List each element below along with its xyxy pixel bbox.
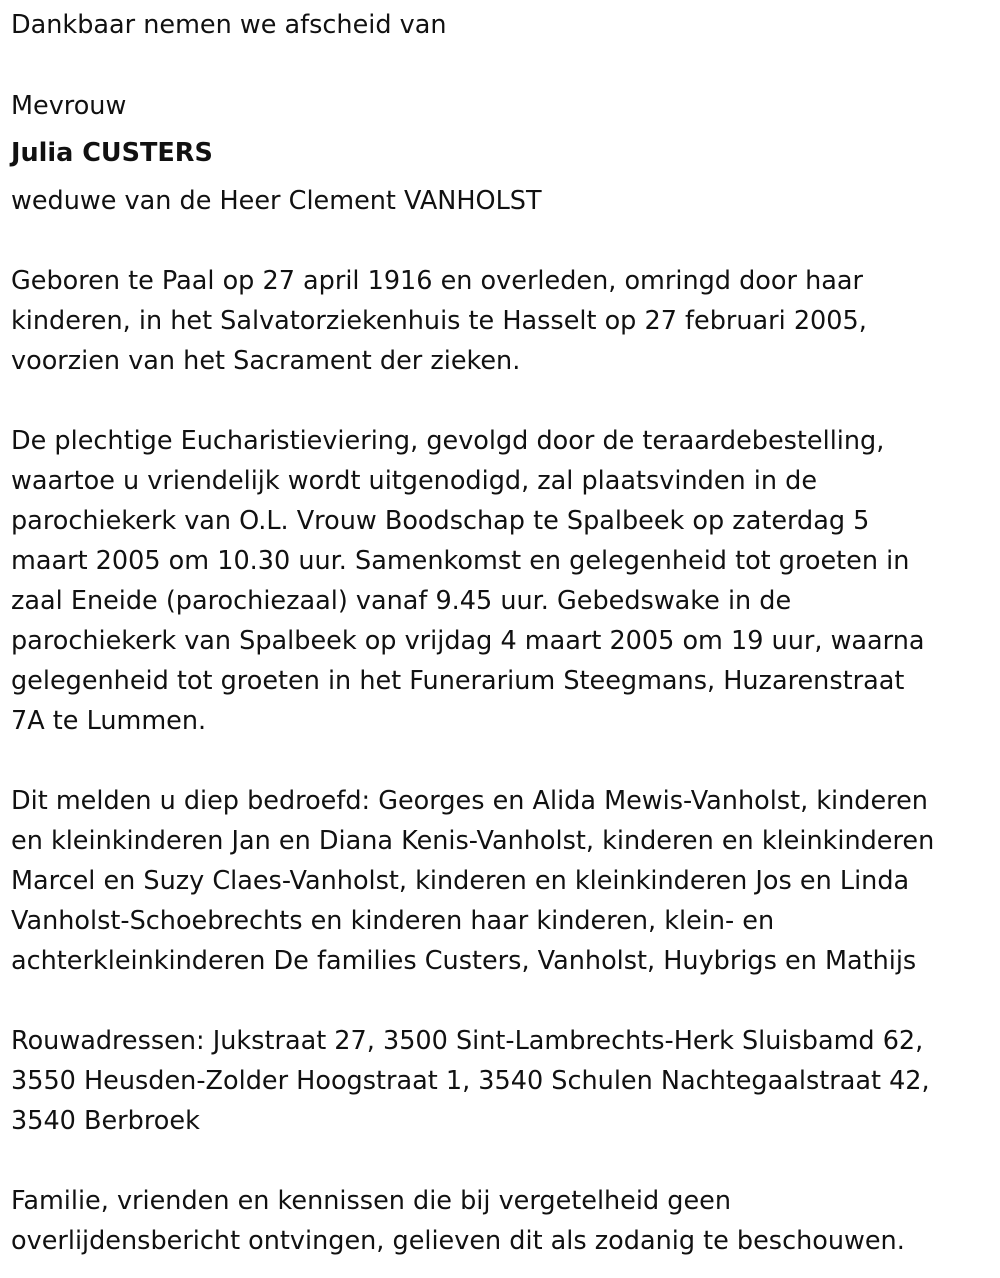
ceremony-line: 7A te Lummen. (11, 706, 207, 736)
ceremony-line: zaal Eneide (parochiezaal) vanaf 9.45 uur. Gebedswake in de (11, 586, 792, 616)
address-line: 3540 Berbroek (11, 1106, 200, 1136)
closing-line: overlijdensbericht ontvingen, gelieven dit als zodanig te beschouwen. (11, 1226, 905, 1256)
address-line: Rouwadressen: Jukstraat 27, 3500 Sint-Lambrechts-Herk Sluisbamd 62, (11, 1026, 924, 1056)
intro-text: Dankbaar nemen we afscheid van (11, 10, 447, 40)
widow-of-text: weduwe van de Heer Clement VANHOLST (11, 186, 542, 216)
ceremony-line: maart 2005 om 10.30 uur. Samenkomst en gelegenheid tot groeten in (11, 546, 910, 576)
family-line: Dit melden u diep bedroefd: Georges en Alida Mewis-Vanholst, kinderen (11, 786, 928, 816)
ceremony-line: parochiekerk van O.L. Vrouw Boodschap te Spalbeek op zaterdag 5 (11, 506, 870, 536)
family-line: en kleinkinderen Jan en Diana Kenis-Vanholst, kinderen en kleinkinderen (11, 826, 935, 856)
address-line: 3550 Heusden-Zolder Hoogstraat 1, 3540 Schulen Nachtegaalstraat 42, (11, 1066, 930, 1096)
salutation: Mevrouw (11, 91, 127, 121)
birth-line: Geboren te Paal op 27 april 1916 en overleden, omringd door haar (11, 266, 863, 296)
family-line: achterkleinkinderen De families Custers, Vanholst, Huybrigs en Mathijs (11, 946, 917, 976)
deceased-name: Julia CUSTERS (11, 138, 213, 168)
birth-line: kinderen, in het Salvatorziekenhuis te Hasselt op 27 februari 2005, (11, 306, 867, 336)
birth-line: voorzien van het Sacrament der zieken. (11, 346, 521, 376)
family-line: Marcel en Suzy Claes-Vanholst, kinderen en kleinkinderen Jos en Linda (11, 866, 910, 896)
family-line: Vanholst-Schoebrechts en kinderen haar kinderen, klein- en (11, 906, 775, 936)
ceremony-line: De plechtige Eucharistieviering, gevolgd door de teraardebestelling, (11, 426, 885, 456)
ceremony-line: waartoe u vriendelijk wordt uitgenodigd, zal plaatsvinden in de (11, 466, 818, 496)
closing-line: Familie, vrienden en kennissen die bij vergetelheid geen (11, 1186, 731, 1216)
ceremony-line: parochiekerk van Spalbeek op vrijdag 4 maart 2005 om 19 uur, waarna (11, 626, 925, 656)
ceremony-line: gelegenheid tot groeten in het Funerarium Steegmans, Huzarenstraat (11, 666, 905, 696)
